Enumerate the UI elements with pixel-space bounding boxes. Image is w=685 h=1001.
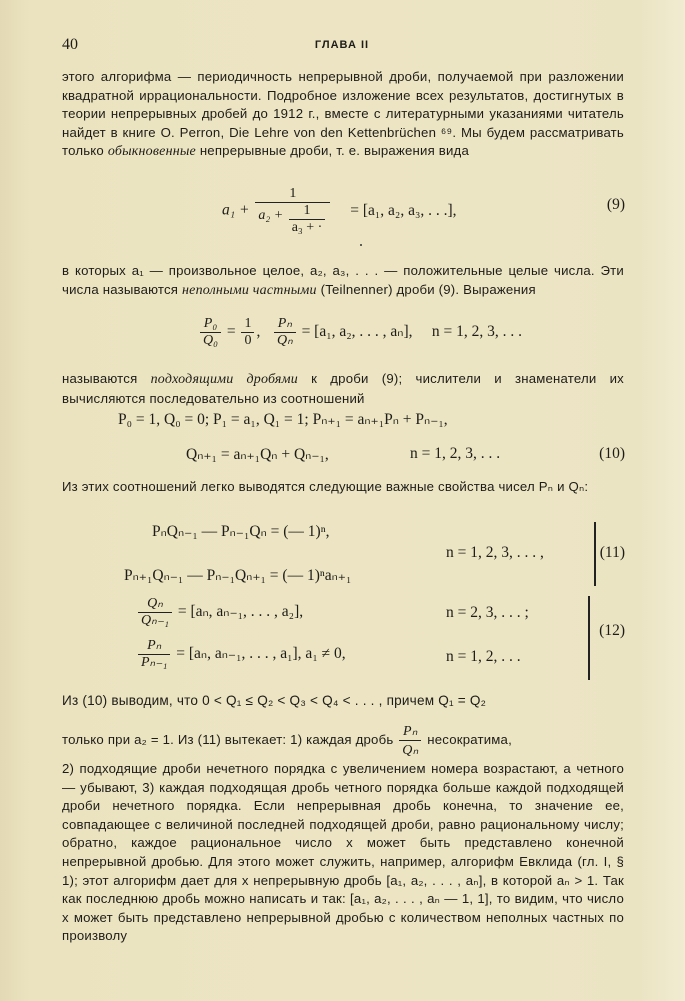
p0: P₀ bbox=[203, 316, 218, 331]
qn: Qₙ bbox=[276, 333, 293, 348]
eq11-range: n = 1, 2, 3, . . . , bbox=[446, 544, 544, 561]
eq12-range1: n = 2, 3, . . . ; bbox=[446, 604, 529, 621]
eq12-number: (12) bbox=[599, 622, 625, 639]
pn-frac-num: Pₙ bbox=[403, 724, 418, 739]
term-ordinary: обыкновенные bbox=[107, 144, 196, 159]
eq9-den1-text: a₂ + bbox=[258, 208, 284, 223]
eq9-inner-fraction bbox=[289, 203, 326, 236]
eq9-a1: a₁ + bbox=[222, 201, 250, 219]
q0: Q₀ bbox=[203, 333, 218, 348]
page-number: 40 bbox=[62, 36, 78, 53]
one: 1 bbox=[241, 316, 254, 333]
eq12-brace bbox=[588, 596, 590, 680]
eq11-line2: Pₙ₊₁Qₙ₋₁ — Pₙ₋₁Qₙ₊₁ = (— 1)ⁿaₙ₊₁ bbox=[124, 567, 352, 584]
term-partial-quotients: неполными частными bbox=[182, 282, 317, 298]
eq10-line2: Qₙ₊₁ = aₙ₊₁Qₙ + Qₙ₋₁, bbox=[186, 446, 329, 463]
qn-frac-den: Qₙ bbox=[402, 743, 419, 758]
eq12-frac1 bbox=[138, 596, 172, 629]
eq10-range: n = 1, 2, 3, . . . bbox=[410, 445, 501, 462]
pn-qn-fraction bbox=[274, 316, 296, 349]
eq10-number: (10) bbox=[599, 445, 625, 462]
eq12-frac2-num: Pₙ bbox=[147, 638, 162, 653]
zero: 0 bbox=[244, 333, 252, 348]
eq9-fraction bbox=[255, 186, 330, 236]
paragraph-properties: Из этих соотношений легко выводятся следующие важные свойства чисел Pₙ и Qₙ: bbox=[62, 479, 589, 494]
convergents-rhs: = [a₁, a₂, . . . , aₙ], bbox=[301, 323, 413, 341]
paragraph2-pre: в которых a₁ — произвольное целое, a₂, a₃, . . . — положительные целые числа. Эти числа называются bbox=[62, 263, 624, 297]
paragraph3-pre: называются bbox=[62, 371, 138, 386]
term-convergents: подходящими дробями bbox=[150, 372, 298, 387]
print-dot bbox=[360, 244, 362, 246]
paragraph2-post: (Teilnenner) дроби (9). Выражения bbox=[320, 281, 536, 297]
eq12-line2 bbox=[136, 638, 346, 671]
eq10-line1: P₀ = 1, Q₀ = 0; P₁ = a₁, Q₁ = 1; Pₙ₊₁ = aₙ₊₁Pₙ + Pₙ₋₁, bbox=[118, 411, 448, 428]
equation-convergents: $\frac{\text{P₀}}{\text{Q₀}}$ = $\frac{1}{0}$ , $\frac{\text{Pₙ}}{\text{Qₙ}}$ = [a₁, a₂, . . . , aₙ], n = 1, 2, 3, . . . bbox=[198, 316, 522, 349]
eq12-line1-rhs: = [aₙ, aₙ₋₁, . . . , a₂], bbox=[177, 603, 304, 621]
paragraph5-line2-pre: только при a₂ = 1. Из (11) вытекает: 1) каждая дробь bbox=[62, 731, 394, 747]
paragraph-inequality-line: Из (10) выводим, что 0 < Q₁ ≤ Q₂ < Q₃ < Q₄ < . . . , причем Q₁ = Q₂ bbox=[62, 693, 487, 708]
paragraph3-post: к дроби (9); числители и знаменатели их вычисляются последовательно из соотношений bbox=[62, 371, 624, 406]
eq12-range2: n = 1, 2, . . . bbox=[446, 648, 521, 665]
eq11-line1: PₙQₙ₋₁ — Pₙ₋₁Qₙ = (— 1)ⁿ, bbox=[152, 523, 330, 540]
eq9-rhs: = [a₁, a₂, a₃, . . .], bbox=[350, 201, 457, 219]
chapter-title: ГЛАВА II bbox=[314, 39, 370, 51]
paragraph-intro-text: этого алгорифма — периодичность непрерывной дроби, получаемой при разложении квадратной иррациональности. Подробное изложение всех результатов, достигнутых в теории непрерывных дробей до 1912 г., вместе с литературными указаниями читатель найдет в книге O. Perron, Die Lehre von den Kettenbrüchen ⁶⁹. Мы будем рассматривать только bbox=[62, 69, 624, 158]
eq9-number: (9) bbox=[606, 196, 625, 213]
paragraph-irreducible-line bbox=[62, 722, 624, 759]
eq11-brace bbox=[594, 522, 596, 586]
eq9-den1 bbox=[255, 203, 330, 236]
paragraph-conclusions: 2) подходящие дроби нечетного порядка с увеличением номера возрастают, а четного — убывают, 3) каждая подходящая дробь четного порядка больше каждой подходящей дроби нечетного порядка. Если непрерывная дробь конечна, то значение ее, совпадающее с величиной последней подходящей дроби, равно рациональному числу; обратно, каждое рациональное число x может быть представлено конечной непрерывной дробью. Для этого может служить, например, алгорифм Евклида (гл. I, § 1); этот алгорифм дает для x непрерывную дробь [a₁, a₂, . . . , aₙ], в которой aₙ > 1. Так как последнюю дробь можно написать и так: [a₁, a₂, . . . , aₙ — 1, 1], то видим, что число x может быть представлено непрерывной дробью с количеством неполных частных по произволу bbox=[62, 761, 624, 944]
pn: Pₙ bbox=[277, 316, 292, 331]
paragraph-intro-tail: непрерывные дроби, т. е. выражения вида bbox=[199, 143, 469, 158]
p0-q0-fraction bbox=[200, 316, 221, 349]
paragraph-convergents bbox=[62, 370, 624, 408]
pn-over-qn-fraction bbox=[399, 722, 421, 759]
convergents-range: n = 1, 2, 3, . . . bbox=[431, 323, 522, 341]
paragraph-intro bbox=[62, 68, 624, 162]
running-header bbox=[62, 36, 622, 56]
eq12-frac2 bbox=[138, 638, 170, 671]
eq12-frac1-num: Qₙ bbox=[147, 596, 163, 611]
eq9-den2: a₃ + · bbox=[291, 220, 323, 235]
eq11-number: (11) bbox=[599, 544, 625, 561]
eq12-frac2-den: Pₙ₋₁ bbox=[141, 655, 168, 670]
paragraph-partial-quotients bbox=[62, 262, 624, 300]
eq9-num2: 1 bbox=[289, 203, 326, 220]
eq9-num1: 1 bbox=[255, 186, 330, 203]
eq12-frac1-den: Qₙ₋₁ bbox=[141, 613, 169, 628]
equation-9 bbox=[222, 186, 457, 236]
paragraph5-line2-post: несократима, bbox=[427, 731, 512, 747]
eq12-line1 bbox=[136, 596, 303, 629]
one-zero-fraction bbox=[241, 316, 254, 349]
eq12-line2-rhs: = [aₙ, aₙ₋₁, . . . , a₁], a₁ ≠ 0, bbox=[176, 645, 346, 663]
